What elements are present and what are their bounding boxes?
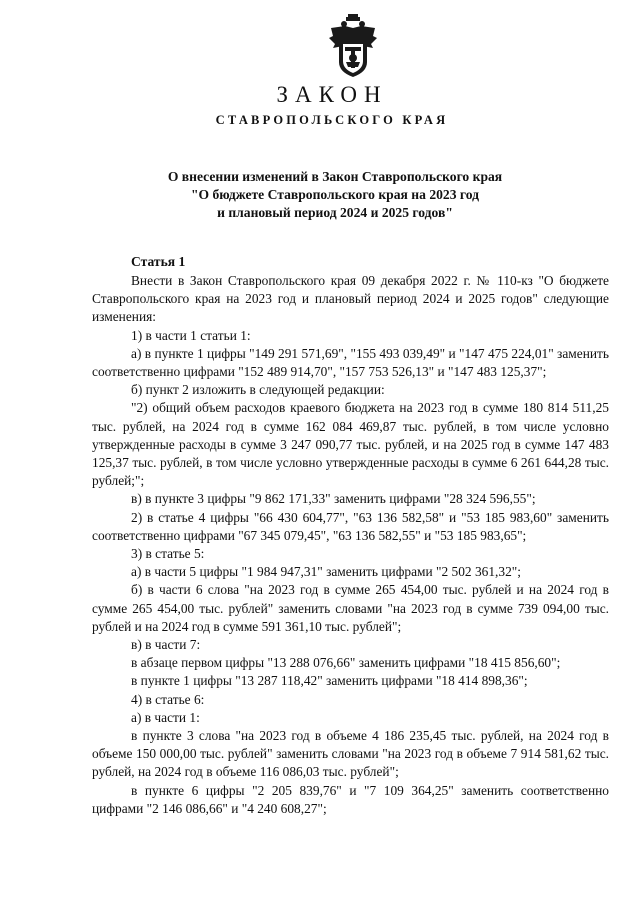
document-heading — [160, 168, 510, 222]
paragraph: б) в части 6 слова "на 2023 год в сумме 265 454,00 тыс. рублей и на 2024 год в сумме 265 454,00 тыс. рублей" заменить словами "на 2023 год в сумме 739 094,00 тыс. рублей и на 2024 год в сумме 591 361,10 тыс. рублей"; — [92, 582, 609, 634]
law-title: ЗАКОН — [276, 82, 388, 107]
heading-line: О внесении изменений в Закон Ставропольского края — [167, 169, 503, 184]
paragraph: 4) в статье 6: — [131, 691, 205, 707]
paragraph: "2) общий объем расходов краевого бюджета на 2023 год в сумме 180 814 511,25 тыс. рублей, на 2024 год в сумме 162 084 469,87 тыс. рублей, в том числе условно утвержденные расходы в сумме 3 247 090,77 тыс. рублей, и на 2025 год в сумме 147 483 125,37 тыс. рублей, в том числе условно утвержденные расходы в сумме 6 261 644,28 тыс. рублей;"; — [92, 400, 609, 489]
article-title: Статья 1 — [131, 254, 186, 269]
paragraph: в абзаце первом цифры "13 288 076,66" заменить цифрами "18 415 856,60"; — [131, 655, 561, 671]
paragraph: в пункте 3 слова "на 2023 год в объеме 4 186 235,45 тыс. рублей, на 2024 год в объеме 150 000,00 тыс. рублей" заменить словами "на 2023 год в объеме 7 914 581,62 тыс. рублей, на 2024 год в объеме 116 086,03 тыс. рублей"; — [92, 728, 609, 780]
heading-line: "О бюджете Ставропольского края на 2023 год — [190, 187, 480, 202]
coat-of-arms-icon — [327, 14, 379, 80]
paragraph: б) пункт 2 изложить в следующей редакции: — [131, 382, 385, 398]
paragraph: в пункте 6 цифры "2 205 839,76" и "7 109 364,25" заменить соответственно цифрами "2 146 086,66" и "4 240 608,27"; — [92, 782, 609, 816]
article-body — [92, 272, 609, 818]
law-subtitle: СТАВРОПОЛЬСКОГО КРАЯ — [215, 113, 449, 127]
paragraph: в) в части 7: — [131, 637, 201, 653]
paragraph: 2) в статье 4 цифры "66 430 604,77", "63 136 582,58" и "53 185 983,60" заменить соответственно цифрами "67 345 079,45", "63 136 582,55" и "53 185 983,65"; — [92, 509, 609, 543]
heading-line: и плановый период 2024 и 2025 годов" — [217, 205, 453, 220]
paragraph: в) в пункте 3 цифры "9 862 171,33" заменить цифрами "28 324 596,55"; — [131, 491, 536, 507]
paragraph: а) в части 1: — [131, 709, 200, 725]
paragraph: 3) в статье 5: — [131, 546, 205, 562]
paragraph: а) в пункте 1 цифры "149 291 571,69", "155 493 039,49" и "147 475 224,01" заменить соответственно цифрами "152 489 914,70", "157 753 526,13" и "147 483 125,37"; — [92, 345, 609, 380]
paragraph: в пункте 1 цифры "13 287 118,42" заменить цифрами "18 414 898,36"; — [131, 673, 528, 689]
paragraph: 1) в части 1 статьи 1: — [131, 327, 251, 343]
paragraph: Внести в Закон Ставропольского края 09 декабря 2022 г. № 110-кз "О бюджете Ставропольского края на 2023 год и плановый период 2024 и 2025 годов" следующие изменения: — [92, 273, 609, 325]
paragraph: а) в части 5 цифры "1 984 947,31" заменить цифрами "2 502 361,32"; — [131, 564, 521, 580]
